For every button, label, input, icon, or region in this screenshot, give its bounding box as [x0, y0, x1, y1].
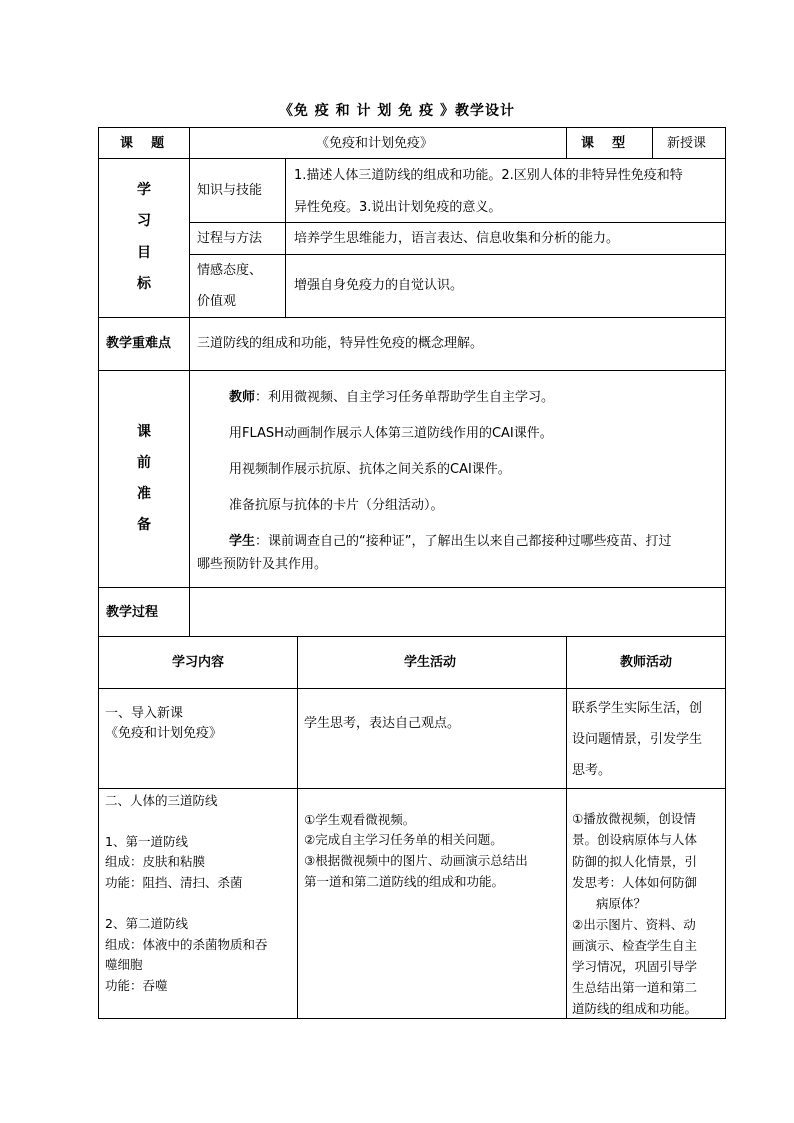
row-2-teacher-line-2: 景。创设病原体与人体 — [572, 832, 698, 847]
row-2-teacher-line-3: 防御的拟人化情景，引 — [572, 854, 698, 869]
row-1-teacher-line-2: 设问题情景，引发学生 — [572, 732, 703, 747]
row-2-student-line-4: 第一道和第二道防线的组成和功能。 — [304, 874, 505, 889]
document-title: 《免 疫 和 计 划 免 疫 》教学设计 — [278, 103, 516, 119]
row-1-teacher-line-1: 联系学生实际生活，创 — [572, 701, 703, 716]
row-2-content-line-3: 1、第一道防线 — [105, 834, 188, 849]
row-2-content-line-8: 组成：体液中的杀菌物质和吞 — [105, 937, 268, 952]
col-content-header: 学习内容 — [172, 655, 225, 670]
student-label: 学生 — [229, 534, 256, 549]
row-2-teacher-line-4: 发思考：人体如何防御 — [572, 875, 698, 890]
knowledge-label: 知识与技能 — [197, 183, 263, 198]
preparation-line-4: 准备抗原与抗体的卡片（分组活动）。 — [229, 498, 444, 513]
preparation-teacher-line — [229, 388, 554, 407]
row-2-teacher-line-9: 生总结出第一道和第二 — [572, 980, 698, 995]
col-student-header: 学生活动 — [404, 655, 457, 670]
process-method-label: 过程与方法 — [197, 231, 263, 246]
type-value: 新授课 — [667, 136, 707, 151]
row-1-student-cell — [297, 688, 567, 789]
row-2-teacher-line-6: ②出示图片、资料、动 — [572, 917, 696, 932]
row-1-content-line-2: 《免疫和计划免疫》 — [105, 726, 223, 741]
row-1-content-line-1: 一、导入新课 — [105, 706, 184, 721]
row-2-teacher-line-10: 道防线的组成和功能。 — [572, 1001, 698, 1016]
preparation-char-3: 准 — [137, 486, 151, 502]
row-2-teacher-line-5: 病原体？ — [596, 896, 647, 911]
emotion-label-line-2: 价值观 — [197, 294, 237, 309]
objectives-char-3: 目 — [137, 245, 151, 261]
row-2-student-line-1: ①学生观看微视频。 — [304, 812, 416, 827]
row-2-content-line-9: 噬细胞 — [105, 957, 143, 972]
objectives-char-1: 学 — [137, 182, 151, 198]
key-points-label: 教学重难点 — [106, 336, 172, 351]
type-label: 课 型 — [581, 136, 626, 151]
preparation-char-4: 备 — [137, 517, 151, 533]
row-2-teacher-line-1: ①播放微视频，创设情 — [572, 811, 696, 826]
row-1-student-line-1: 学生思考，表达自己观点。 — [304, 716, 461, 731]
row-2-content-line-7: 2、第二道防线 — [105, 916, 188, 931]
preparation-line-3: 用视频制作展示抗原、抗体之间关系的CAI课件。 — [229, 462, 511, 477]
row-2-content-line-1: 二、人体的三道防线 — [105, 793, 218, 808]
row-2-content-line-4: 组成：皮肤和粘膜 — [105, 854, 206, 869]
topic-value: 《免疫和计划免疫》 — [316, 136, 434, 151]
row-2-content-line-10: 功能：吞噬 — [105, 978, 168, 993]
objectives-char-2: 习 — [137, 213, 151, 229]
preparation-char-2: 前 — [137, 455, 151, 471]
preparation-char-1: 课 — [137, 424, 151, 440]
preparation-label-cell — [98, 370, 190, 588]
col-teacher-header: 教师活动 — [620, 655, 673, 670]
objectives-char-4: 标 — [137, 276, 151, 292]
row-1-teacher-line-3: 思考。 — [572, 763, 612, 778]
process-empty-cell — [189, 587, 726, 637]
row-2-teacher-line-7: 画演示、检查学生自主 — [572, 938, 698, 953]
row-2-content-line-5: 功能：阻挡、清扫、杀菌 — [105, 875, 243, 890]
row-2-student-line-2: ②完成自主学习任务单的相关问题。 — [304, 832, 503, 847]
emotion-text: 增强自身免疫力的自觉认识。 — [294, 278, 464, 293]
preparation-student-line-2: 哪些预防针及其作用。 — [197, 557, 328, 572]
student-text: ：课前调查自己的“接种证”，了解出生以来自己都接种过哪些疫苗、打过 — [255, 534, 672, 549]
emotion-label-line-1: 情感态度、 — [197, 263, 263, 278]
preparation-student-line — [229, 532, 672, 551]
knowledge-line-2: 异性免疫。3.说出计划免疫的意义。 — [294, 200, 502, 215]
key-points-text: 三道防线的组成和功能，特异性免疫的概念理解。 — [197, 336, 484, 351]
topic-label: 课 题 — [120, 136, 165, 151]
teacher-label: 教师 — [229, 390, 256, 405]
row-2-teacher-line-8: 学习情况，巩固引导学 — [572, 959, 698, 974]
knowledge-line-1: 1.描述人体三道防线的组成和功能。2.区别人体的非特异性免疫和特 — [294, 168, 683, 183]
preparation-line-2: 用FLASH动画制作展示人体第三道防线作用的CAI课件。 — [229, 426, 553, 441]
process-method-text: 培养学生思维能力，语言表达、信息收集和分析的能力。 — [294, 231, 620, 246]
teacher-text: ：利用微视频、自主学习任务单帮助学生自主学习。 — [255, 390, 555, 405]
row-2-student-line-3: ③根据微视频中的图片、动画演示总结出 — [304, 853, 528, 868]
process-label: 教学过程 — [106, 605, 159, 620]
